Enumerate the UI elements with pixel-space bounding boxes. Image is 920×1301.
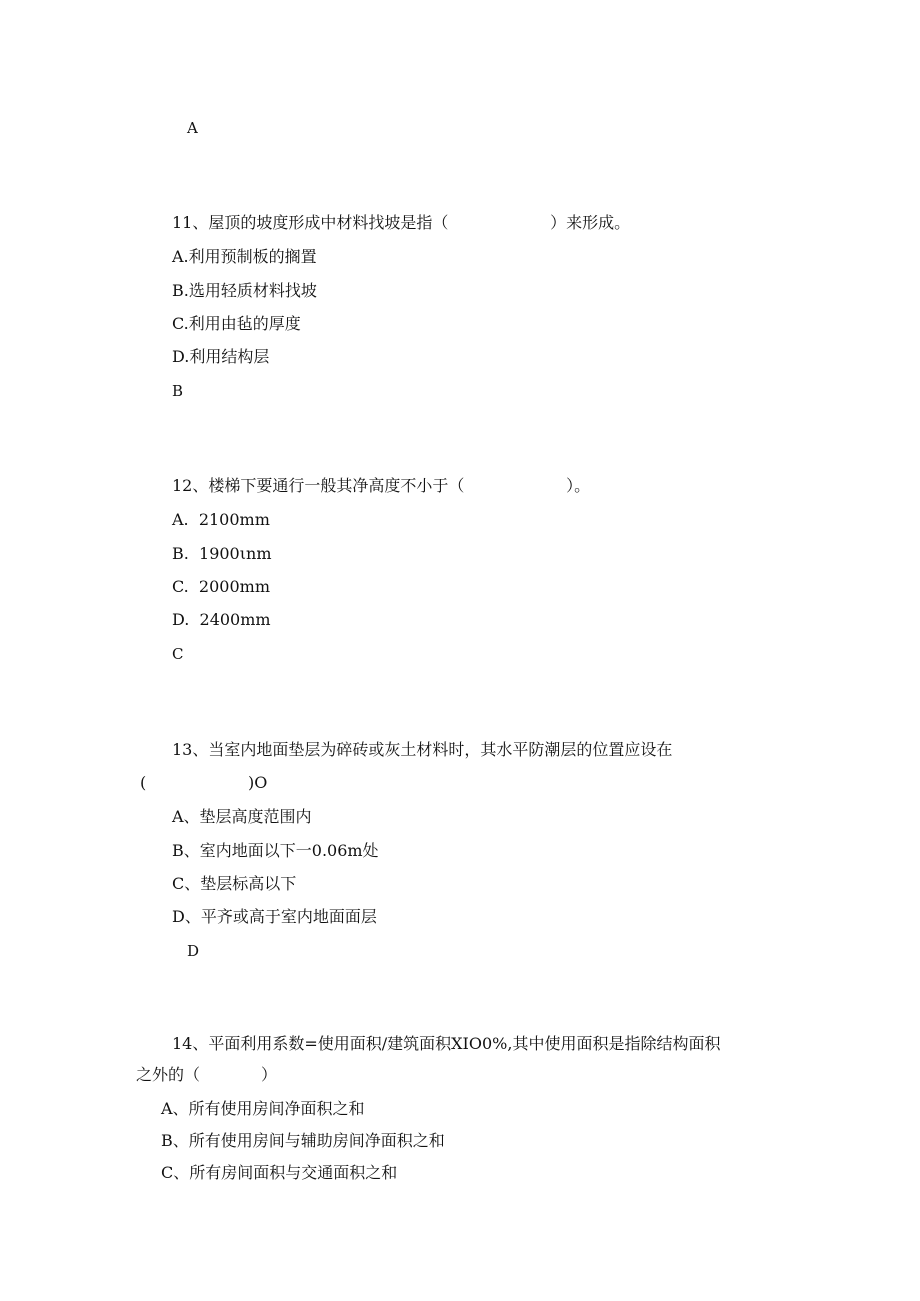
- option-12-b: B. 1900ιnm: [172, 544, 272, 563]
- option-11-b: B.选用轻质材料找坡: [172, 281, 317, 300]
- option-13-a: A、垫层高度范围内: [172, 807, 312, 826]
- question-14: 14、平面利用系数=使用面积/建筑面积XIO0%,其中使用面积是指除结构面积: [172, 1034, 721, 1053]
- question-13: 13、当室内地面垫层为碎砖或灰土材料时，其水平防潮层的位置应设在: [172, 740, 673, 759]
- answer-13: D: [187, 942, 200, 960]
- option-11-c: C.利用由毡的厚度: [172, 314, 301, 333]
- option-13-b: B、室内地面以下一0.06m处: [172, 841, 379, 860]
- option-13-d: D、平齐或高于室内地面面层: [172, 907, 377, 926]
- option-13-c: C、垫层标高以下: [172, 874, 297, 893]
- question-13-continued: ( )O: [140, 773, 268, 792]
- option-14-c: C、所有房间面积与交通面积之和: [161, 1163, 398, 1182]
- option-12-c: C. 2000mm: [172, 577, 270, 596]
- option-11-d: D.利用结构层: [172, 347, 270, 366]
- option-14-a: A、所有使用房间净面积之和: [161, 1099, 365, 1118]
- option-11-a: A.利用预制板的搁置: [172, 247, 317, 266]
- answer-11: B: [172, 382, 184, 400]
- question-12: 12、楼梯下要通行一般其净高度不小于（ ）。: [172, 476, 591, 495]
- question-11: 11、屋顶的坡度形成中材料找坡是指（ ）来形成。: [172, 213, 631, 232]
- option-12-a: A. 2100mm: [172, 510, 270, 529]
- answer-12: C: [172, 645, 184, 663]
- question-14-continued: 之外的（ ）: [136, 1065, 278, 1084]
- answer-10: A: [187, 119, 198, 137]
- option-12-d: D. 2400mm: [172, 610, 271, 629]
- option-14-b: B、所有使用房间与辅助房间净面积之和: [161, 1131, 445, 1150]
